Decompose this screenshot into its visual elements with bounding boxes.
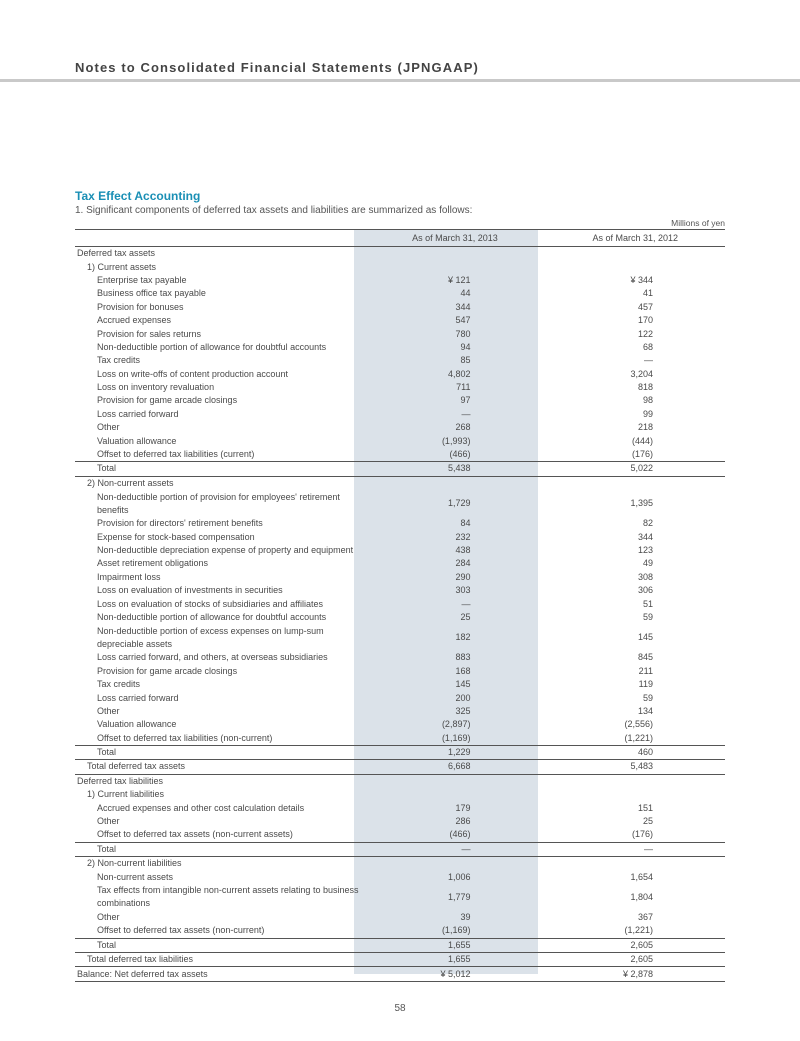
table-row [75, 327, 725, 340]
value-2013: 1,655 [364, 952, 545, 966]
value-2013: 780 [455, 328, 471, 339]
value-2013: 4,802 [447, 368, 471, 379]
value-2012: 49 [642, 558, 653, 569]
row-label: Offset to deferred tax liabilities (non-current) [97, 732, 273, 743]
value-2012: (2,556) [624, 719, 653, 730]
row-label: Non-deductible depreciation expense of property and equipment [97, 545, 354, 555]
value-2013: 232 [455, 531, 471, 542]
row-label: Asset retirement obligations [97, 558, 209, 569]
row-label: Loss on evaluation of stocks of subsidiaries and affiliates [97, 598, 323, 609]
row-label: Business office tax payable [97, 288, 206, 299]
table-row [75, 665, 725, 678]
row-label: Offset to deferred tax liabilities (current) [97, 449, 255, 460]
value-2012: 1,804 [630, 891, 653, 902]
table-row [75, 341, 725, 354]
value-2013: 44 [460, 288, 471, 299]
table-row [75, 544, 725, 557]
value-2012: 122 [637, 328, 653, 339]
table-row [75, 476, 725, 490]
value-2013: 1,229 [364, 745, 545, 759]
value-2012 [545, 247, 725, 261]
value-2012: 25 [642, 816, 653, 827]
value-2013: — [364, 842, 545, 856]
table-row [75, 884, 725, 911]
value-2013: 1,779 [447, 891, 471, 902]
value-2013: 286 [455, 816, 471, 827]
value-2013: 711 [456, 382, 471, 393]
row-label: Provision for game arcade closings [97, 395, 238, 406]
row-label: Loss on evaluation of investments in securities [97, 585, 283, 596]
table-row [75, 421, 725, 434]
table-row [75, 287, 725, 300]
value-2012: (176) [631, 449, 653, 460]
row-label: Provision for directors' retirement benefits [97, 518, 263, 529]
table-row [75, 705, 725, 718]
value-2012: ¥ 2,878 [545, 967, 725, 981]
value-2013 [364, 788, 545, 801]
value-2012: 145 [637, 632, 653, 643]
value-2012: 99 [642, 408, 653, 419]
value-2013: 344 [455, 301, 471, 312]
row-label: Total [75, 842, 364, 856]
row-label: Provision for game arcade closings [97, 665, 238, 676]
table-row [75, 408, 725, 421]
table-row [75, 597, 725, 610]
value-2013 [364, 476, 545, 490]
row-label: Loss carried forward [97, 692, 179, 703]
row-label: Tax effects from intangible non-current assets relating to business combinations [97, 885, 359, 909]
value-2012: 344 [637, 531, 653, 542]
table-row [75, 678, 725, 691]
page-header-title: Notes to Consolidated Financial Statements (JPNGAAP) [75, 60, 479, 75]
page-number: 58 [394, 1003, 406, 1014]
row-label: Loss on write-offs of content production account [97, 368, 288, 379]
value-2012: 308 [637, 571, 653, 582]
value-2012: 68 [642, 341, 653, 352]
value-2012: 367 [637, 911, 653, 922]
value-2013: 168 [455, 665, 471, 676]
value-2012: 59 [642, 692, 653, 703]
value-2012: (444) [631, 435, 653, 446]
table-row [75, 434, 725, 447]
row-label: 1) Current liabilities [87, 789, 165, 800]
value-2012: 119 [638, 679, 653, 690]
value-2012: (1,221) [624, 732, 653, 743]
row-label: Enterprise tax payable [97, 274, 187, 285]
table-row [75, 691, 725, 704]
table-row [75, 732, 725, 746]
table-row [75, 381, 725, 394]
table-row [75, 490, 725, 517]
row-label: 2) Non-current assets [75, 476, 364, 490]
deferred-tax-table [75, 229, 725, 982]
value-2013: (1,169) [441, 925, 471, 936]
row-label: Other [97, 816, 120, 827]
value-2012 [545, 774, 725, 788]
row-label: Accrued expenses [97, 315, 172, 326]
value-2013: (2,897) [441, 719, 471, 730]
value-2013: 438 [455, 545, 471, 555]
value-2013: — [461, 598, 471, 609]
value-2013: 39 [460, 911, 471, 922]
header-2013: As of March 31, 2013 [364, 230, 545, 247]
row-label: Total [75, 745, 364, 759]
row-label: Loss on inventory revaluation [97, 382, 215, 393]
row-label: Deferred tax liabilities [75, 774, 364, 788]
header-2012: As of March 31, 2012 [545, 230, 725, 247]
table-row [75, 745, 725, 759]
table-row [75, 611, 725, 624]
value-2013 [364, 774, 545, 788]
row-label: Impairment loss [97, 571, 161, 582]
table-row [75, 760, 725, 774]
value-2013: 290 [455, 571, 471, 582]
row-label: Total deferred tax assets [75, 760, 364, 774]
value-2012 [545, 476, 725, 490]
value-2013: ¥ 5,012 [364, 967, 545, 981]
value-2012: 218 [637, 422, 653, 433]
value-2013: 179 [455, 802, 471, 813]
value-2013: (466) [449, 449, 471, 460]
table-row [75, 651, 725, 664]
row-label: Other [97, 422, 120, 433]
row-label: Non-deductible portion of allowance for doubtful accounts [97, 611, 327, 622]
header-divider [0, 79, 800, 82]
table-row [75, 842, 725, 856]
table-header-row [75, 230, 725, 247]
value-2013: 145 [455, 679, 471, 690]
value-2012: 457 [637, 301, 653, 312]
row-label: Non-deductible portion of allowance for doubtful accounts [97, 341, 327, 352]
row-label: Non-deductible portion of provision for employees' retirement benefits [97, 491, 340, 515]
value-2012: 845 [637, 652, 653, 663]
table-row [75, 354, 725, 367]
value-2013: 84 [460, 518, 471, 529]
row-label: Loss carried forward [97, 408, 179, 419]
row-label: Tax credits [97, 355, 141, 366]
value-2013 [364, 260, 545, 273]
table-row [75, 314, 725, 327]
header-label-cell [75, 230, 364, 247]
table-row [75, 924, 725, 938]
value-2013: 94 [460, 341, 471, 352]
row-label: Offset to deferred tax assets (non-current assets) [97, 829, 293, 840]
section-title: Tax Effect Accounting [75, 189, 201, 203]
value-2012: 123 [637, 545, 653, 555]
table-row [75, 967, 725, 981]
table-row [75, 774, 725, 788]
row-label: Offset to deferred tax assets (non-current) [97, 925, 265, 936]
value-2013: 6,668 [364, 760, 545, 774]
value-2013: 97 [460, 395, 471, 406]
row-label: Non-current assets [97, 871, 174, 882]
row-label: Total [75, 462, 364, 476]
value-2012: ¥ 344 [630, 274, 653, 285]
value-2013 [364, 857, 545, 871]
table-row [75, 301, 725, 314]
value-2013: 85 [460, 355, 471, 366]
table-row [75, 624, 725, 651]
value-2012: — [545, 842, 725, 856]
table-row [75, 584, 725, 597]
row-label: Total [75, 938, 364, 952]
value-2013: 284 [455, 558, 471, 569]
value-2012: 51 [642, 598, 653, 609]
value-2013: 325 [455, 705, 471, 716]
row-label: Valuation allowance [97, 435, 177, 446]
row-label: Valuation allowance [97, 719, 177, 730]
value-2013: (466) [449, 829, 471, 840]
row-label: Tax credits [97, 679, 141, 690]
value-2012: 5,483 [545, 760, 725, 774]
value-2012: 306 [637, 585, 653, 596]
value-2012: 3,204 [630, 368, 653, 379]
value-2013: 1,729 [447, 498, 471, 509]
table-row [75, 952, 725, 966]
value-2012: (1,221) [624, 925, 653, 936]
value-2012: — [644, 355, 653, 366]
table-row [75, 448, 725, 462]
table-row [75, 274, 725, 287]
value-2012: 460 [545, 745, 725, 759]
table-row [75, 857, 725, 871]
table-row [75, 938, 725, 952]
table-row [75, 870, 725, 883]
row-label: Provision for bonuses [97, 301, 184, 312]
row-label: Other [97, 911, 120, 922]
value-2012: 151 [637, 802, 653, 813]
table-row [75, 718, 725, 731]
value-2013: 1,006 [447, 871, 471, 882]
value-2012 [545, 857, 725, 871]
table-row [75, 462, 725, 476]
value-2013: 5,438 [364, 462, 545, 476]
value-2012: 98 [642, 395, 653, 406]
value-2013: (1,993) [441, 435, 471, 446]
value-2012: 1,395 [630, 498, 653, 509]
value-2013: 883 [455, 652, 471, 663]
value-2012: 59 [642, 611, 653, 622]
value-2012: 2,605 [545, 938, 725, 952]
unit-label: Millions of yen [671, 218, 725, 228]
row-label: Total deferred tax liabilities [75, 952, 364, 966]
table-row [75, 517, 725, 530]
value-2013 [364, 247, 545, 261]
value-2012 [545, 260, 725, 273]
value-2013: ¥ 121 [447, 274, 471, 285]
value-2013: 547 [455, 315, 471, 326]
value-2013: 1,655 [364, 938, 545, 952]
value-2012: 82 [642, 518, 653, 529]
row-label: Expense for stock-based compensation [97, 531, 255, 542]
table-row [75, 394, 725, 407]
row-label: Loss carried forward, and others, at overseas subsidiaries [97, 652, 328, 663]
value-2013: 25 [460, 611, 471, 622]
value-2012: 170 [637, 315, 653, 326]
table-row [75, 828, 725, 842]
value-2013: 303 [455, 585, 471, 596]
row-label: Non-deductible portion of excess expenses on lump-sum depreciable assets [97, 625, 324, 649]
row-label: 1) Current assets [87, 261, 157, 272]
value-2012: 1,654 [630, 871, 653, 882]
value-2012: 818 [637, 382, 653, 393]
value-2013: 182 [455, 632, 471, 643]
table-row [75, 815, 725, 828]
value-2012: (176) [631, 829, 653, 840]
value-2013: — [461, 408, 471, 419]
value-2012: 5,022 [545, 462, 725, 476]
value-2013: 268 [455, 422, 471, 433]
value-2013: (1,169) [441, 732, 471, 743]
value-2012: 211 [638, 665, 653, 676]
value-2012: 41 [642, 288, 653, 299]
table-row [75, 911, 725, 924]
table-row [75, 260, 725, 273]
row-label: Provision for sales returns [97, 328, 202, 339]
table-row [75, 530, 725, 543]
table-row [75, 801, 725, 814]
row-label: 2) Non-current liabilities [75, 857, 364, 871]
table-row [75, 557, 725, 570]
section-intro: 1. Significant components of deferred tax assets and liabilities are summarized as follows: [75, 205, 473, 216]
value-2012 [545, 788, 725, 801]
row-label: Accrued expenses and other cost calculation details [97, 802, 305, 813]
value-2012: 134 [637, 705, 653, 716]
value-2012: 2,605 [545, 952, 725, 966]
table-row [75, 368, 725, 381]
row-label: Deferred tax assets [77, 248, 156, 259]
table-row [75, 247, 725, 261]
row-label: Balance: Net deferred tax assets [75, 967, 364, 981]
value-2013: 200 [455, 692, 471, 703]
row-label: Other [97, 705, 120, 716]
table-row [75, 788, 725, 801]
table-row [75, 571, 725, 584]
